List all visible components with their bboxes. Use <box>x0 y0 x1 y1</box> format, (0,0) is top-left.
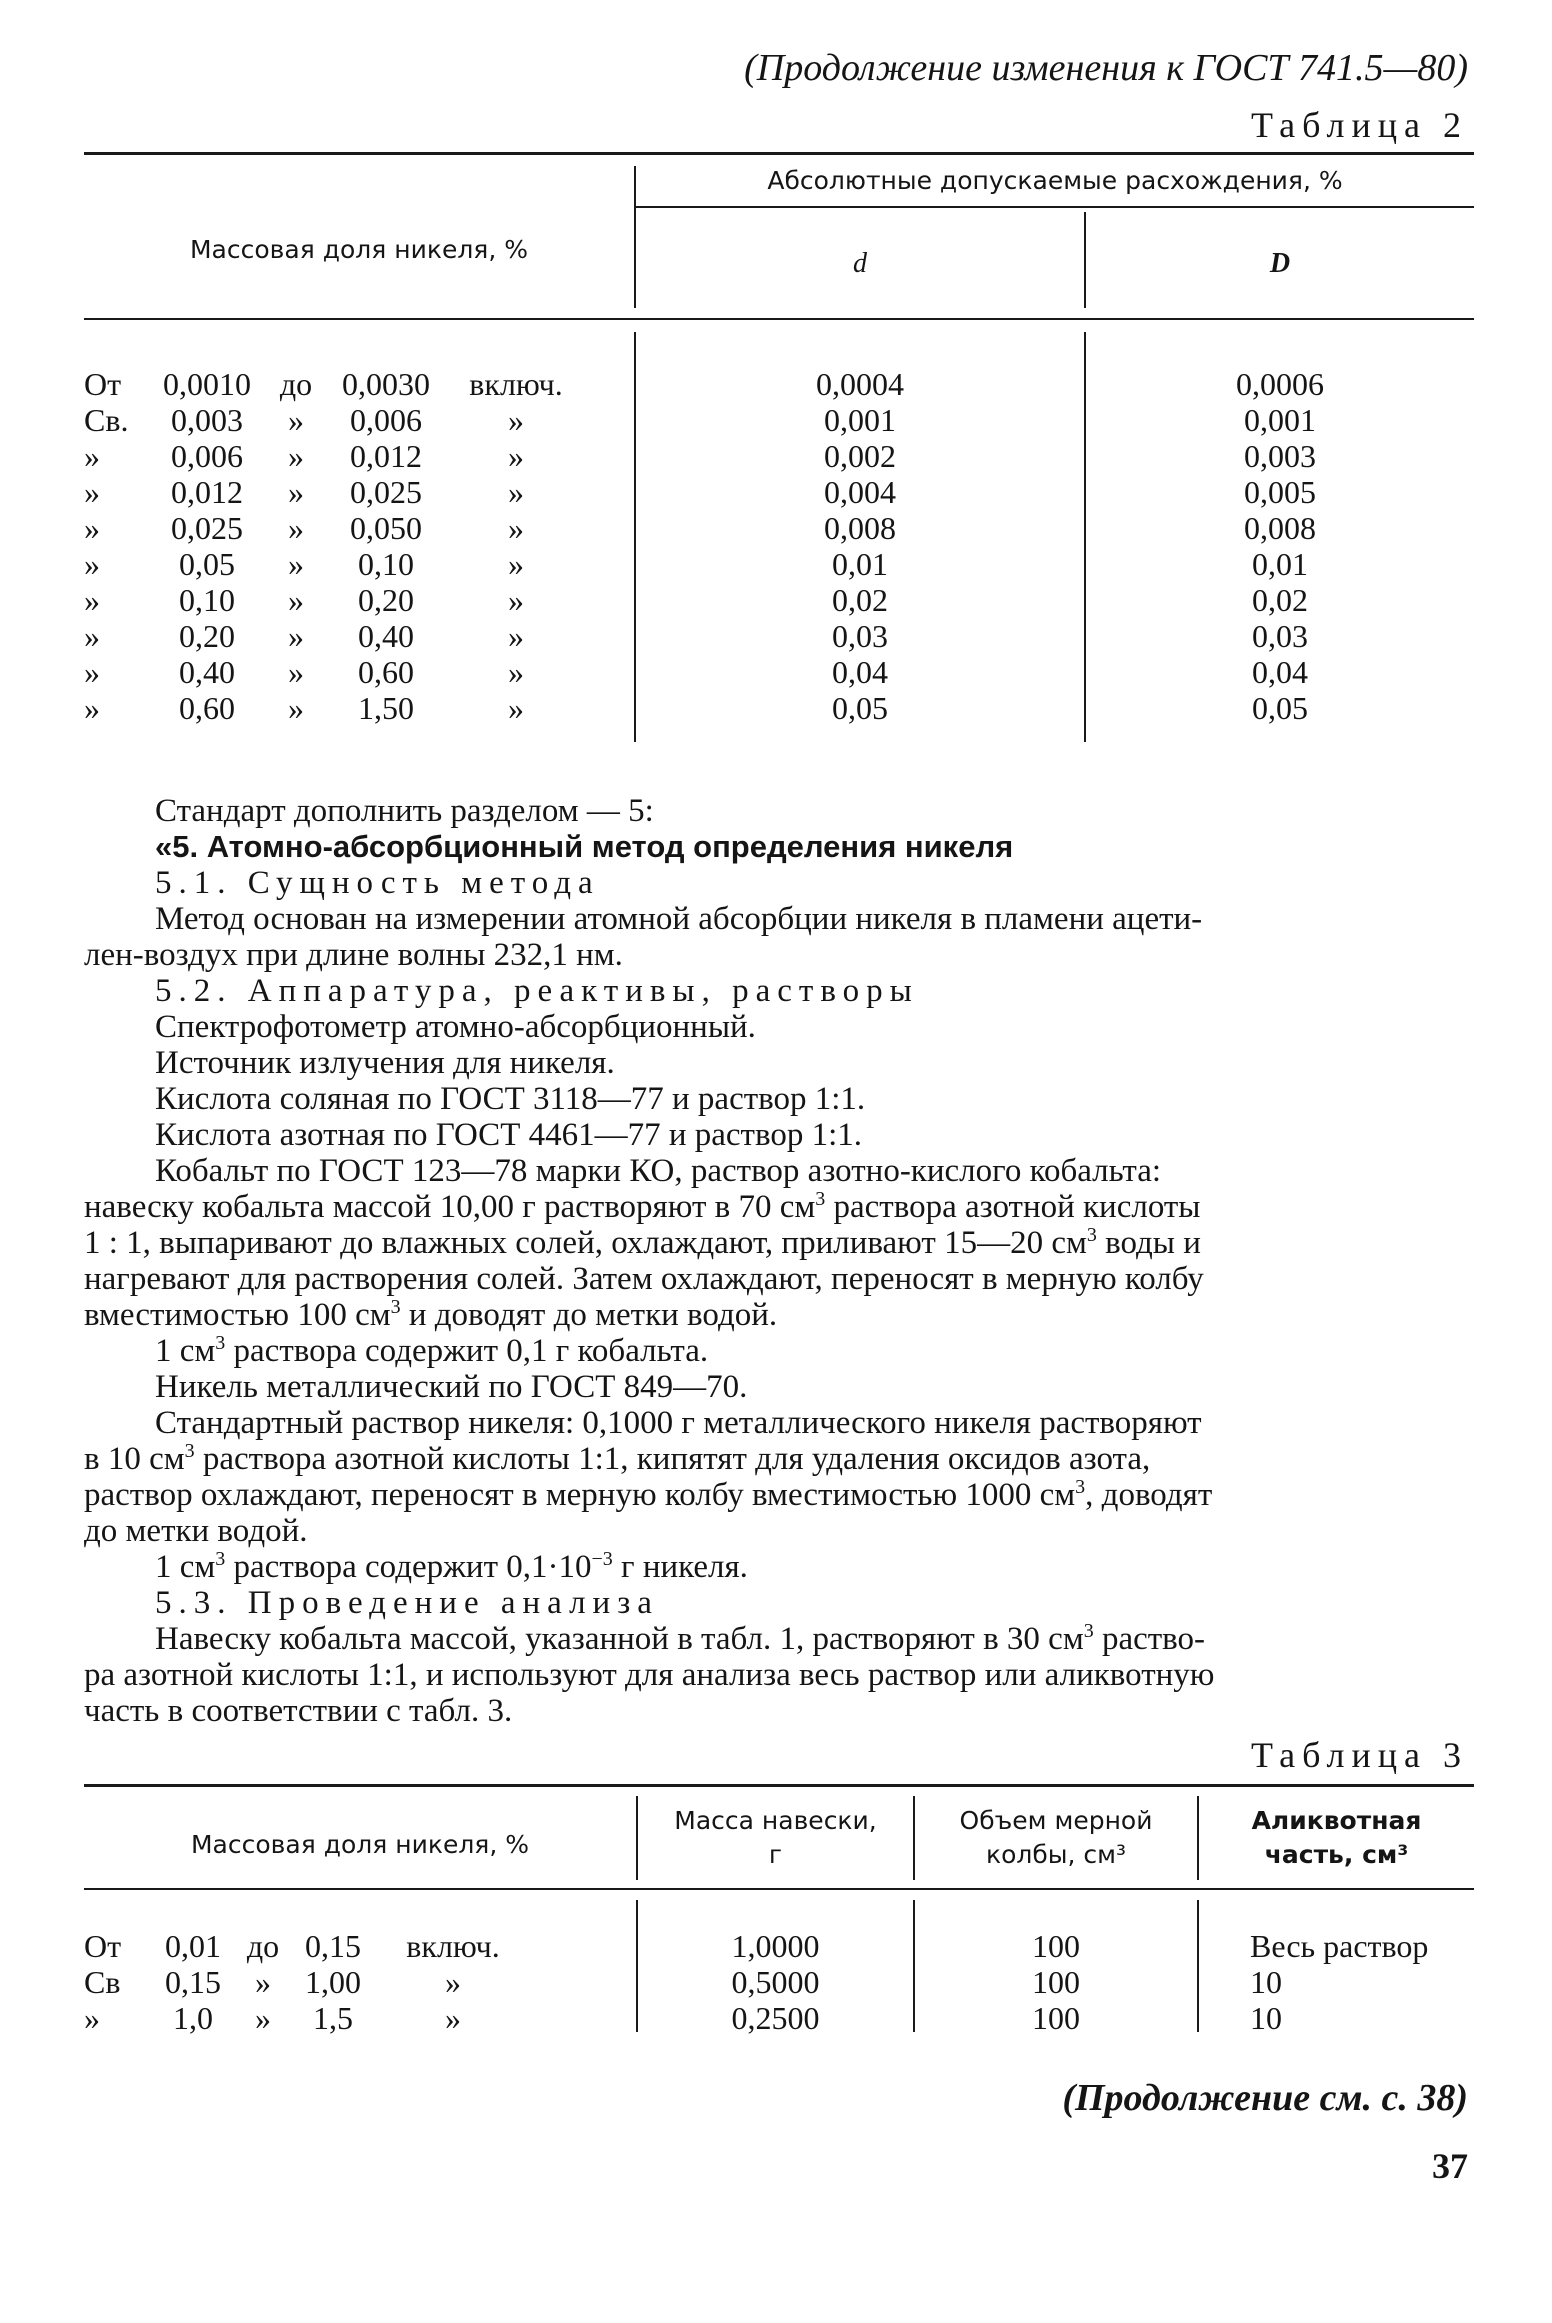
range-prefix: » <box>84 690 100 726</box>
range-from: 0,025 <box>171 510 243 546</box>
value-D: 0,01 <box>1252 546 1308 582</box>
value-D: 0,005 <box>1244 474 1316 510</box>
range-suffix: » <box>508 546 524 582</box>
range-from: 1,0 <box>173 2000 213 2036</box>
para-std-solution-3 <box>84 1477 1468 1513</box>
para-spectrophotometer: Спектрофотометр атомно-абсорбционный. <box>155 1009 756 1045</box>
range-prefix: » <box>84 438 100 474</box>
table3-col-aliquot-1: Аликвотная <box>1251 1806 1422 1835</box>
para-nickel-content-a: 1 см <box>155 1549 216 1585</box>
sample-weight: 0,5000 <box>731 1964 820 2000</box>
para-cobalt-3-a: 1 : 1, выпаривают до влажных солей, охлаждают, приливают 15—20 см <box>84 1225 1087 1261</box>
range-from: 0,60 <box>179 690 235 726</box>
header-continuation: (Продолжение изменения к ГОСТ 741.5—80) <box>744 47 1468 89</box>
sup-cm3: 3 <box>1086 1224 1097 1246</box>
page-number: 37 <box>1432 2146 1468 2186</box>
range-suffix: » <box>508 654 524 690</box>
table2-row <box>0 654 1552 690</box>
range-to: 0,20 <box>358 582 414 618</box>
table2-col-D: D <box>1269 248 1291 279</box>
table3-col-volume-2: колбы, см³ <box>985 1840 1127 1869</box>
range-suffix: » <box>508 618 524 654</box>
range-from: 0,0010 <box>163 366 251 402</box>
sup-cm3: 3 <box>1075 1476 1086 1498</box>
range-to: 0,15 <box>305 1928 361 1964</box>
range-to: 0,60 <box>358 654 414 690</box>
value-D: 0,008 <box>1244 510 1316 546</box>
table2-row <box>0 546 1552 582</box>
range-to: 0,012 <box>350 438 422 474</box>
range-from: 0,012 <box>171 474 243 510</box>
range-from: 0,01 <box>165 1928 221 1964</box>
range-separator: » <box>288 618 304 654</box>
value-d: 0,01 <box>832 546 888 582</box>
para-analysis-1 <box>155 1621 1468 1657</box>
table3-top-rule <box>84 1784 1474 1787</box>
value-d: 0,008 <box>824 510 896 546</box>
range-prefix: От <box>84 1928 122 1964</box>
range-prefix: » <box>84 2000 100 2036</box>
range-suffix: » <box>445 1964 461 2000</box>
table2-row <box>0 618 1552 654</box>
para-analysis-3: часть в соответствии с табл. 3. <box>84 1693 513 1729</box>
range-separator: » <box>288 582 304 618</box>
range-separator: » <box>288 474 304 510</box>
subsection-5-1-title: 5.1. Сущность метода <box>155 865 600 901</box>
range-from: 0,003 <box>171 402 243 438</box>
table2-row <box>0 582 1552 618</box>
para-cobalt-3 <box>84 1225 1468 1261</box>
flask-volume: 100 <box>1032 1928 1080 1964</box>
para-cobalt-2-a: навеску кобальта массой 10,00 г растворяют в 70 см <box>84 1189 816 1225</box>
range-separator: » <box>288 438 304 474</box>
sup-cm3: 3 <box>215 1548 226 1570</box>
range-separator: » <box>288 654 304 690</box>
table2-row <box>0 474 1552 510</box>
range-suffix: » <box>508 582 524 618</box>
value-d: 0,001 <box>824 402 896 438</box>
para-std-solution-3-b: , доводят <box>1085 1477 1213 1513</box>
para-nickel-content-c: г никеля. <box>612 1549 748 1585</box>
footer-continuation: (Продолжение см. с. 38) <box>1062 2077 1468 2119</box>
range-suffix: включ. <box>406 1928 500 1964</box>
table2-row <box>0 690 1552 726</box>
value-d: 0,0004 <box>816 366 904 402</box>
para-std-solution-2-b: раствора азотной кислоты 1:1, кипятят для удаления оксидов азота, <box>194 1441 1151 1477</box>
table3-col-volume-1: Объем мерной <box>959 1806 1153 1835</box>
range-to: 1,00 <box>305 1964 361 2000</box>
para-hcl: Кислота соляная по ГОСТ 3118—77 и раствор 1:1. <box>155 1081 866 1117</box>
flask-volume: 100 <box>1032 2000 1080 2036</box>
range-suffix: » <box>508 438 524 474</box>
table3-col-weight-2: г <box>768 1840 783 1869</box>
range-from: 0,05 <box>179 546 235 582</box>
para-std-solution-1: Стандартный раствор никеля: 0,1000 г металлического никеля растворяют <box>155 1405 1202 1441</box>
value-d: 0,04 <box>832 654 888 690</box>
range-suffix: » <box>508 510 524 546</box>
range-separator: » <box>255 1964 271 2000</box>
table3-col-aliquot-2: часть, см³ <box>1264 1840 1409 1869</box>
value-D: 0,0006 <box>1236 366 1324 402</box>
subsection-5-2-title: 5.2. Аппаратура, реактивы, растворы <box>155 973 919 1009</box>
para-method-2: лен-воздух при длине волны 232,1 нм. <box>84 937 623 973</box>
range-to: 0,0030 <box>342 366 430 402</box>
table2-subheader-rule <box>636 206 1474 208</box>
range-to: 0,10 <box>358 546 414 582</box>
range-suffix: » <box>508 474 524 510</box>
value-D: 0,003 <box>1244 438 1316 474</box>
value-d: 0,002 <box>824 438 896 474</box>
para-std-solution-2 <box>84 1441 1468 1477</box>
sup-cm3: 3 <box>184 1440 195 1462</box>
table3-col-mass: Массовая доля никеля, % <box>190 1830 529 1859</box>
range-to: 0,006 <box>350 402 422 438</box>
para-std-solution-3-a: раствор охлаждают, переносят в мерную колбу вместимостью 1000 см <box>84 1477 1076 1513</box>
range-separator: » <box>288 510 304 546</box>
table2-header-rule <box>84 318 1474 320</box>
table3-row <box>0 2000 1552 2036</box>
range-separator: до <box>246 1928 280 1964</box>
table2-row <box>0 366 1552 402</box>
range-to: 0,050 <box>350 510 422 546</box>
range-suffix: » <box>508 402 524 438</box>
range-prefix: » <box>84 582 100 618</box>
range-separator: » <box>255 2000 271 2036</box>
value-d: 0,05 <box>832 690 888 726</box>
aliquot-part: Весь раствор <box>1250 1928 1429 1964</box>
value-d: 0,004 <box>824 474 896 510</box>
para-cobalt-2-b: раствора азотной кислоты <box>825 1189 1201 1225</box>
aliquot-part: 10 <box>1250 2000 1282 2036</box>
para-cobalt-4: нагревают для растворения солей. Затем охлаждают, переносят в мерную колбу <box>84 1261 1204 1297</box>
sup-cm3: 3 <box>390 1296 401 1318</box>
range-prefix: Св. <box>84 402 129 438</box>
subsection-5-3-title: 5.3. Проведение анализа <box>155 1585 659 1621</box>
range-separator: » <box>288 690 304 726</box>
flask-volume: 100 <box>1032 1964 1080 2000</box>
para-analysis-1-b: раство- <box>1093 1621 1206 1657</box>
range-from: 0,006 <box>171 438 243 474</box>
range-separator: » <box>288 546 304 582</box>
sample-weight: 1,0000 <box>731 1928 820 1964</box>
para-cobalt-content-a: 1 см <box>155 1333 216 1369</box>
para-analysis-1-a: Навеску кобальта массой, указанной в табл. 1, растворяют в 30 см <box>155 1621 1084 1657</box>
sup-minus3: −3 <box>591 1548 613 1570</box>
range-prefix: Св <box>84 1964 121 2000</box>
sample-weight: 0,2500 <box>731 2000 820 2036</box>
table2-col-d: d <box>853 248 867 279</box>
range-from: 0,15 <box>165 1964 221 2000</box>
range-from: 0,10 <box>179 582 235 618</box>
table2-row <box>0 402 1552 438</box>
table3-label: Таблица 3 <box>1251 1735 1468 1775</box>
para-source: Источник излучения для никеля. <box>155 1045 615 1081</box>
range-from: 0,20 <box>179 618 235 654</box>
range-prefix: » <box>84 654 100 690</box>
table2-top-rule <box>84 152 1474 155</box>
para-cobalt-5-a: вместимостью 100 см <box>84 1297 391 1333</box>
para-cobalt-3-b: воды и <box>1096 1225 1201 1261</box>
para-cobalt-5 <box>84 1297 1468 1333</box>
sup-cm3: 3 <box>1083 1620 1094 1642</box>
range-from: 0,40 <box>179 654 235 690</box>
table2-row <box>0 510 1552 546</box>
value-d: 0,02 <box>832 582 888 618</box>
table2-col-mass: Массовая доля никеля, % <box>189 235 528 264</box>
range-prefix: » <box>84 546 100 582</box>
table3-row <box>0 1928 1552 1964</box>
range-separator: » <box>288 402 304 438</box>
range-to: 1,50 <box>358 690 414 726</box>
range-prefix: » <box>84 474 100 510</box>
table3-row <box>0 1964 1552 2000</box>
para-cobalt-2 <box>84 1189 1468 1225</box>
para-std-solution-2-a: в 10 см <box>84 1441 185 1477</box>
para-cobalt-1: Кобальт по ГОСТ 123—78 марки КО, раствор азотно-кислого кобальта: <box>155 1153 1162 1189</box>
table2-col-abs: Абсолютные допускаемые расхождения, % <box>767 166 1343 195</box>
table3-col-weight-1: Масса навески, <box>674 1806 877 1835</box>
table3-header-rule <box>84 1888 1474 1890</box>
value-D: 0,04 <box>1252 654 1308 690</box>
para-hno3: Кислота азотная по ГОСТ 4461—77 и раствор 1:1. <box>155 1117 863 1153</box>
range-prefix: » <box>84 618 100 654</box>
range-prefix: От <box>84 366 122 402</box>
para-cobalt-5-b: и доводят до метки водой. <box>400 1297 778 1333</box>
sup-cm3: 3 <box>815 1188 826 1210</box>
section-5-title: «5. Атомно-абсорбционный метод определения никеля <box>155 829 1014 864</box>
range-suffix: » <box>445 2000 461 2036</box>
para-analysis-2: ра азотной кислоты 1:1, и используют для анализа весь раствор или аликвотную <box>84 1657 1215 1693</box>
para-std-solution-4: до метки водой. <box>84 1513 308 1549</box>
range-suffix: включ. <box>469 366 563 402</box>
range-separator: до <box>279 366 313 402</box>
aliquot-part: 10 <box>1250 1964 1282 2000</box>
para-addition: Стандарт дополнить разделом — 5: <box>155 793 654 829</box>
range-prefix: » <box>84 510 100 546</box>
range-to: 1,5 <box>313 2000 353 2036</box>
value-D: 0,05 <box>1252 690 1308 726</box>
para-cobalt-content <box>155 1333 1468 1369</box>
para-nickel-metal: Никель металлический по ГОСТ 849—70. <box>155 1369 748 1405</box>
sup-cm3: 3 <box>215 1332 226 1354</box>
value-d: 0,03 <box>832 618 888 654</box>
value-D: 0,001 <box>1244 402 1316 438</box>
para-nickel-content-b: раствора содержит 0,1·10 <box>225 1549 592 1585</box>
range-suffix: » <box>508 690 524 726</box>
para-method-1: Метод основан на измерении атомной абсорбции никеля в пламени ацети- <box>155 901 1203 937</box>
value-D: 0,02 <box>1252 582 1308 618</box>
para-cobalt-content-b: раствора содержит 0,1 г кобальта. <box>225 1333 709 1369</box>
value-D: 0,03 <box>1252 618 1308 654</box>
table2-row <box>0 438 1552 474</box>
para-nickel-content <box>155 1549 1468 1585</box>
range-to: 0,40 <box>358 618 414 654</box>
table2-label: Таблица 2 <box>1251 105 1468 145</box>
range-to: 0,025 <box>350 474 422 510</box>
